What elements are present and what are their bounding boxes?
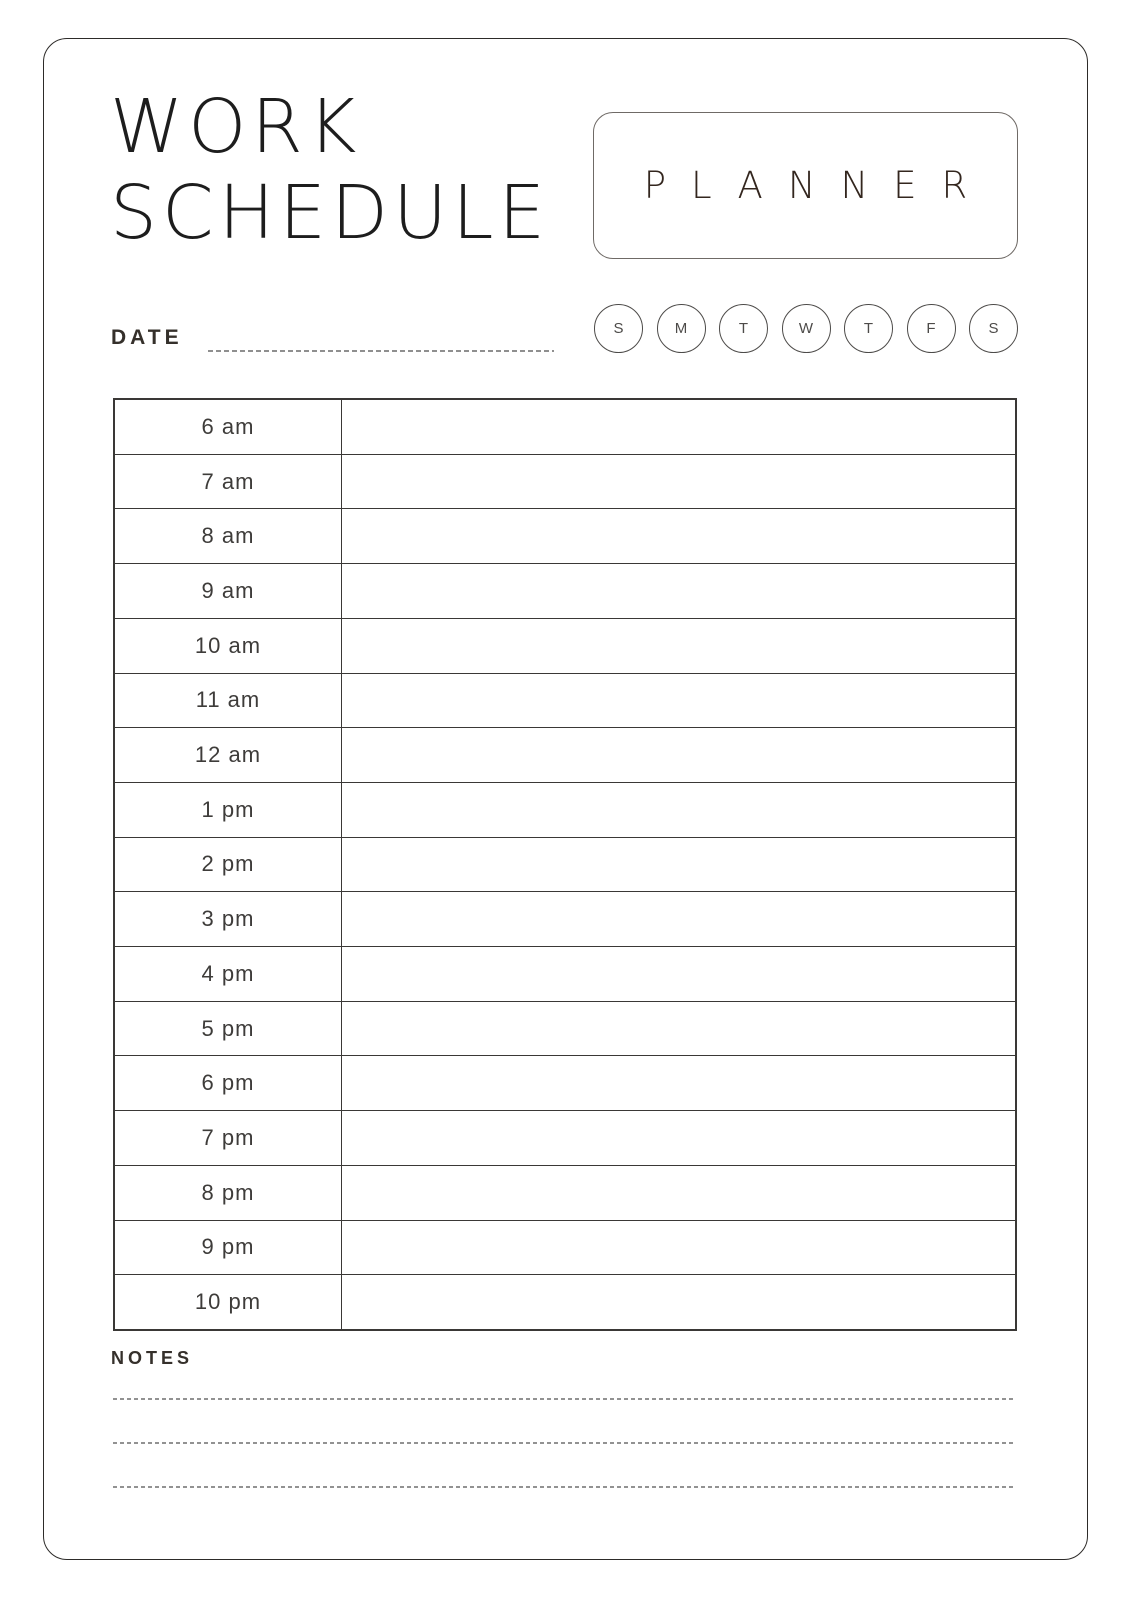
schedule-entry-cell[interactable] xyxy=(342,1056,1015,1110)
time-label: 6 am xyxy=(201,413,255,439)
time-label: 6 pm xyxy=(201,1070,255,1096)
table-row xyxy=(115,454,1015,509)
day-letter: W xyxy=(798,320,814,337)
time-cell xyxy=(115,1221,342,1275)
table-row xyxy=(115,837,1015,892)
time-label: 9 am xyxy=(201,577,255,603)
table-row xyxy=(115,782,1015,837)
time-cell xyxy=(115,1056,342,1110)
time-label: 12 am xyxy=(194,742,262,768)
table-row xyxy=(115,563,1015,618)
page-title-line2: SCHEDULE xyxy=(110,170,551,256)
schedule-table xyxy=(113,398,1017,1331)
time-cell xyxy=(115,1166,342,1220)
day-circle[interactable] xyxy=(844,304,893,353)
schedule-entry-cell[interactable] xyxy=(342,1111,1015,1165)
schedule-entry-cell[interactable] xyxy=(342,455,1015,509)
table-row xyxy=(115,1055,1015,1110)
table-row xyxy=(115,1274,1015,1329)
day-circle[interactable] xyxy=(969,304,1018,353)
time-cell xyxy=(115,619,342,673)
table-row xyxy=(115,1220,1015,1275)
time-cell xyxy=(115,947,342,1001)
planner-badge-label: PLANNER xyxy=(643,164,993,207)
page-title-line1: WORK xyxy=(110,84,362,170)
time-cell xyxy=(115,1111,342,1165)
time-cell xyxy=(115,674,342,728)
schedule-entry-cell[interactable] xyxy=(342,892,1015,946)
day-circle[interactable] xyxy=(657,304,706,353)
notes-input-line[interactable] xyxy=(113,1486,1016,1488)
time-label: 3 pm xyxy=(201,906,255,932)
time-cell xyxy=(115,783,342,837)
schedule-entry-cell[interactable] xyxy=(342,509,1015,563)
time-label: 7 pm xyxy=(201,1124,255,1150)
time-label: 11 am xyxy=(195,687,261,713)
schedule-entry-cell[interactable] xyxy=(342,564,1015,618)
page-title xyxy=(110,84,550,256)
table-row xyxy=(115,891,1015,946)
time-label: 9 pm xyxy=(201,1234,255,1260)
time-label: 8 pm xyxy=(201,1179,255,1205)
schedule-entry-cell[interactable] xyxy=(342,838,1015,892)
schedule-entry-cell[interactable] xyxy=(342,1221,1015,1275)
day-circle[interactable] xyxy=(782,304,831,353)
day-letter: F xyxy=(926,320,936,337)
schedule-entry-cell[interactable] xyxy=(342,1275,1015,1329)
day-letter: M xyxy=(674,320,688,337)
time-cell xyxy=(115,455,342,509)
day-letter: S xyxy=(613,320,624,337)
table-row xyxy=(115,400,1015,454)
schedule-entry-cell[interactable] xyxy=(342,619,1015,673)
time-cell xyxy=(115,892,342,946)
day-letter: T xyxy=(863,320,874,337)
time-cell xyxy=(115,1002,342,1056)
table-row xyxy=(115,618,1015,673)
date-label: DATE xyxy=(111,326,183,349)
date-input-line[interactable] xyxy=(208,350,554,352)
table-row xyxy=(115,727,1015,782)
day-letter: T xyxy=(738,320,749,337)
time-label: 5 pm xyxy=(201,1015,255,1041)
day-letter: S xyxy=(988,320,999,337)
time-cell xyxy=(115,400,342,454)
table-row xyxy=(115,673,1015,728)
time-label: 10 am xyxy=(194,632,262,658)
day-circle[interactable] xyxy=(719,304,768,353)
time-cell xyxy=(115,1275,342,1329)
notes-label: NOTES xyxy=(111,1348,194,1368)
schedule-entry-cell[interactable] xyxy=(342,1166,1015,1220)
day-selector-row xyxy=(594,304,1018,353)
schedule-entry-cell[interactable] xyxy=(342,728,1015,782)
table-row xyxy=(115,1001,1015,1056)
time-label: 10 pm xyxy=(194,1289,262,1315)
time-cell xyxy=(115,838,342,892)
time-cell xyxy=(115,564,342,618)
table-row xyxy=(115,1110,1015,1165)
day-circle[interactable] xyxy=(594,304,643,353)
time-label: 1 pm xyxy=(201,796,255,822)
time-cell xyxy=(115,728,342,782)
schedule-entry-cell[interactable] xyxy=(342,947,1015,1001)
time-cell xyxy=(115,509,342,563)
time-label: 8 am xyxy=(201,523,255,549)
table-row xyxy=(115,508,1015,563)
table-row xyxy=(115,1165,1015,1220)
schedule-entry-cell[interactable] xyxy=(342,1002,1015,1056)
day-circle[interactable] xyxy=(907,304,956,353)
table-row xyxy=(115,946,1015,1001)
time-label: 4 pm xyxy=(201,960,255,986)
time-label: 2 pm xyxy=(201,851,255,877)
notes-input-line[interactable] xyxy=(113,1398,1016,1400)
schedule-entry-cell[interactable] xyxy=(342,400,1015,454)
schedule-entry-cell[interactable] xyxy=(342,783,1015,837)
schedule-entry-cell[interactable] xyxy=(342,674,1015,728)
time-label: 7 am xyxy=(201,468,255,494)
notes-input-line[interactable] xyxy=(113,1442,1016,1444)
planner-badge xyxy=(593,112,1018,259)
